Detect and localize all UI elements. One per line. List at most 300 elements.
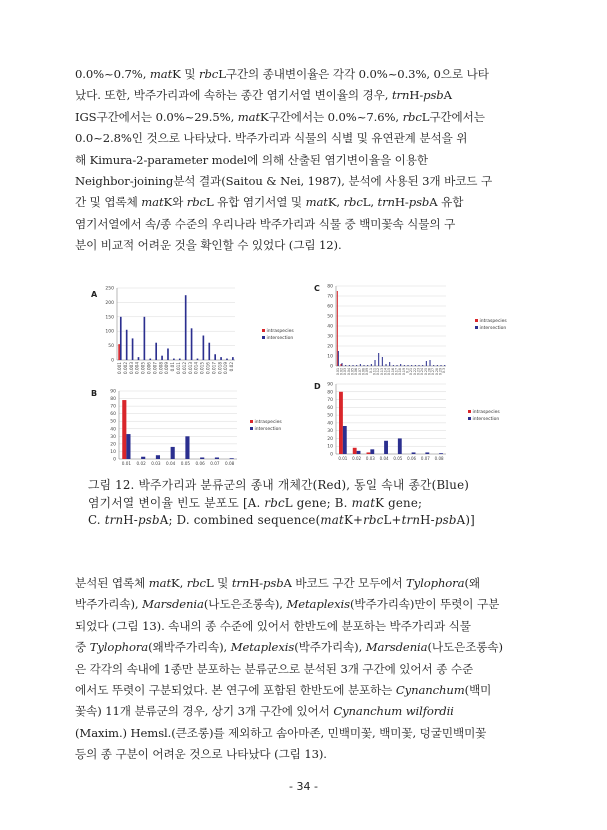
italic-term: Cynanchum xyxy=(395,683,465,698)
legend-label: intersection xyxy=(472,417,500,422)
text-run: 염기서열에서 속/종 수준의 우리나라 박주가리과 식물 중 백미꽃속 식물의 구 xyxy=(75,216,456,231)
x-tick-label: 0.11 xyxy=(372,368,377,376)
bar-intraspecies xyxy=(122,400,126,459)
x-tick-label: 0.14 xyxy=(383,368,388,376)
y-tick-label: 80 xyxy=(110,397,116,403)
legend-swatch xyxy=(475,326,478,329)
text-line xyxy=(75,128,535,149)
text-line xyxy=(88,495,528,513)
italic-term: rbc xyxy=(343,195,363,210)
x-tick-label: 0.08 xyxy=(361,368,366,376)
italic-term: rbc xyxy=(363,513,384,527)
bar-intersection xyxy=(397,365,398,366)
text-line xyxy=(75,573,535,594)
italic-term: Tylophora xyxy=(406,576,465,590)
italic-term: rbc xyxy=(186,195,206,210)
x-tick-label: 0.03 xyxy=(151,461,161,466)
x-tick-label: 0.06 xyxy=(354,368,359,376)
x-tick-label: 0.009 xyxy=(164,362,170,374)
bar-intersection xyxy=(437,365,438,366)
x-tick-label: 0.28 xyxy=(434,368,439,376)
x-tick-label: 0.29 xyxy=(438,368,443,376)
y-tick-label: 80 xyxy=(327,390,333,396)
x-tick-label: 0.2 xyxy=(405,368,410,374)
x-tick-label: 0.012 xyxy=(181,362,187,374)
bar-intersection xyxy=(144,317,146,360)
x-tick-label: 0.003 xyxy=(128,362,134,374)
x-tick-label: 0.05 xyxy=(393,456,403,461)
bar-intersection xyxy=(132,338,134,360)
y-tick-label: 60 xyxy=(327,304,333,310)
legend-swatch xyxy=(468,410,471,413)
bar-intersection xyxy=(208,343,210,360)
text-line xyxy=(88,477,528,495)
legend-swatch xyxy=(262,336,265,339)
text-line xyxy=(75,744,535,765)
x-tick-label: 0.01 xyxy=(121,461,132,466)
text-run: L gene; B. xyxy=(284,495,352,510)
x-tick-label: 0.24 xyxy=(420,368,425,376)
bar-intersection xyxy=(441,365,442,366)
bar-intraspecies xyxy=(340,364,341,366)
figure-caption xyxy=(88,477,528,530)
bar-intersection xyxy=(425,452,429,454)
x-tick-label: 0.008 xyxy=(158,362,164,374)
y-tick-label: 20 xyxy=(327,344,333,350)
y-tick-label: 0 xyxy=(330,452,333,458)
text-line xyxy=(75,214,535,235)
text-line xyxy=(75,637,535,658)
italic-term: mat xyxy=(237,109,261,124)
italic-term: rbc xyxy=(402,109,422,124)
y-tick-label: 10 xyxy=(110,449,116,455)
y-tick-label: 70 xyxy=(327,398,333,404)
italic-term: Marsdenia xyxy=(365,640,428,655)
x-tick-label: 0.016 xyxy=(205,362,211,374)
x-tick-label: 0.27 xyxy=(431,368,436,376)
chart-panel-d xyxy=(310,378,525,468)
chart-panel-a xyxy=(85,280,305,385)
text-run: (나도은조롱속), xyxy=(203,597,287,612)
bar-intersection xyxy=(338,351,339,366)
y-tick-label: 60 xyxy=(327,405,333,411)
italic-term: rbc xyxy=(264,495,285,510)
bar-intersection xyxy=(173,359,175,360)
x-tick-label: 0.019 xyxy=(223,362,229,374)
bar-intersection xyxy=(345,365,346,366)
y-tick-label: 90 xyxy=(327,382,333,388)
y-tick-label: 40 xyxy=(327,324,333,330)
y-tick-label: 0 xyxy=(330,364,333,370)
bar-intersection xyxy=(203,336,205,360)
legend-label: intersection xyxy=(479,326,507,331)
legend-label: intraspecies xyxy=(266,329,294,334)
y-tick-label: 0 xyxy=(111,358,114,364)
x-tick-label: 0.011 xyxy=(175,362,181,374)
chart-panel-b xyxy=(85,385,305,470)
x-tick-label: 0.013 xyxy=(187,362,193,374)
bar-intersection xyxy=(426,361,427,366)
text-run: K, xyxy=(171,576,187,590)
text-line xyxy=(75,659,535,680)
x-tick-label: 0.005 xyxy=(140,362,146,374)
bar-intraspecies xyxy=(339,392,343,454)
panel-label-c: C xyxy=(314,284,320,293)
y-tick-label: 40 xyxy=(327,421,333,427)
y-tick-label: 80 xyxy=(327,284,333,290)
bar-intersection xyxy=(422,365,423,366)
x-tick-label: 0.17 xyxy=(394,368,399,376)
y-tick-label: 30 xyxy=(327,429,333,435)
bar-intersection xyxy=(200,457,204,459)
italic-term: mat xyxy=(305,195,328,210)
text-run: L 유합 염기서열 및 xyxy=(205,195,306,210)
bar-intersection xyxy=(384,441,388,454)
text-run: A 유합 xyxy=(429,195,464,210)
bar-intersection xyxy=(342,363,343,366)
bar-intersection xyxy=(404,365,405,366)
bar-intersection xyxy=(167,348,169,360)
bar-intersection xyxy=(398,438,402,454)
bar-intersection xyxy=(412,452,416,454)
italic-term: Metaplexis xyxy=(286,597,350,612)
text-run: 에서도 뚜렷이 구분되었다. 본 연구에 포함된 한반도에 분포하는 xyxy=(75,683,396,698)
bar-intersection xyxy=(370,449,374,454)
text-run: 0.0~2.8%인 것으로 나타났다. 박주가리과 식물의 식별 및 유연관계 분석을 위 xyxy=(75,131,468,146)
bar-intersection xyxy=(220,357,222,360)
bar-intersection xyxy=(433,365,434,366)
bar-intraspecies xyxy=(337,291,338,366)
chart-c xyxy=(310,280,525,380)
y-tick-label: 150 xyxy=(105,315,114,321)
y-tick-label: 0 xyxy=(113,457,116,463)
x-tick-label: 0.21 xyxy=(409,368,414,376)
text-run: H- xyxy=(394,195,409,210)
bar-intersection xyxy=(364,365,365,366)
text-line xyxy=(75,594,535,615)
italic-term: mat xyxy=(148,576,172,590)
y-tick-label: 10 xyxy=(327,354,333,360)
y-tick-label: 30 xyxy=(110,434,116,440)
bar-intersection xyxy=(171,447,175,459)
x-tick-label: 0.02 xyxy=(229,362,235,372)
y-tick-label: 70 xyxy=(110,404,116,410)
x-tick-label: 0.26 xyxy=(427,368,432,376)
bar-intersection xyxy=(357,451,361,454)
bar-intersection xyxy=(375,360,376,366)
bar-intersection xyxy=(191,328,193,360)
x-tick-label: 0.18 xyxy=(398,368,403,376)
text-run: 등의 종 구분이 어려운 것으로 나타났다 (그림 13). xyxy=(75,747,327,762)
bar-intersection xyxy=(393,365,394,366)
italic-term: Metaplexis xyxy=(230,640,295,655)
bar-intersection xyxy=(439,453,443,454)
y-tick-label: 30 xyxy=(327,334,333,340)
text-run: Neighbor-joining분석 결과(Saitou & Nei, 1987), 분석에 사용된 3개 바코드 구 xyxy=(75,174,493,189)
x-tick-label: 0.06 xyxy=(407,456,417,461)
bar-intersection xyxy=(179,359,181,360)
x-tick-label: 0.001 xyxy=(116,362,122,374)
text-run: 은 각각의 속내에 1종만 분포하는 분류군으로 분석된 3개 구간에 있어서 종 수준 xyxy=(75,661,474,676)
italic-term: Marsdenia xyxy=(142,597,204,612)
text-run: (박주가리속), xyxy=(294,640,366,655)
italic-term: trn xyxy=(391,88,410,103)
x-tick-label: 0.07 xyxy=(210,461,220,466)
text-run: (백미 xyxy=(464,683,492,698)
figure-12 xyxy=(85,280,525,470)
y-tick-label: 90 xyxy=(110,389,116,395)
text-run: 났다. 또한, 박주가리과에 속하는 종간 염기서열 변이율의 경우, xyxy=(75,88,392,103)
x-tick-label: 0.1 xyxy=(368,368,373,374)
y-tick-label: 40 xyxy=(110,427,116,433)
chart-d xyxy=(310,378,525,468)
bar-intersection xyxy=(400,364,401,366)
chart-panel-c xyxy=(310,280,525,380)
italic-term: mat xyxy=(149,67,173,81)
italic-term: trn xyxy=(401,513,421,527)
legend-label: intraspecies xyxy=(479,319,507,324)
y-tick-label: 20 xyxy=(327,436,333,442)
text-run: K 및 xyxy=(172,67,200,81)
bar-intersection xyxy=(367,365,368,366)
bar-intersection xyxy=(138,357,140,360)
panel-label-a: A xyxy=(91,290,98,299)
text-run: H- xyxy=(409,88,424,103)
x-tick-label: 0.09 xyxy=(365,368,370,376)
bar-intersection xyxy=(378,353,379,366)
bar-intersection xyxy=(232,357,234,360)
italic-term: rbc xyxy=(199,67,219,81)
x-tick-label: 0.02 xyxy=(339,368,344,376)
text-run: (나도은조롱속) xyxy=(427,640,503,655)
x-tick-label: 0.01 xyxy=(170,362,176,372)
text-run: 해 Kimura-2-parameter model에 의해 산출된 염기변이율을 이용한 xyxy=(75,152,428,167)
bar-intersection xyxy=(214,354,216,360)
x-tick-label: 0.01 xyxy=(338,456,348,461)
bar-intersection xyxy=(360,364,361,366)
bar-intersection xyxy=(356,365,357,366)
y-tick-label: 10 xyxy=(327,444,333,450)
text-run: IGS구간에서는 0.0%~29.5%, xyxy=(75,109,238,124)
text-run: 꽃속) 11개 분류군의 경우, 상기 3개 구간에 있어서 xyxy=(75,704,334,719)
bar-intersection xyxy=(353,365,354,366)
legend-swatch xyxy=(250,420,253,423)
chart-a xyxy=(85,280,305,385)
x-tick-label: 0.19 xyxy=(401,368,406,376)
italic-term: Cynanchum wilfordii xyxy=(333,704,454,719)
x-tick-label: 0.007 xyxy=(152,362,158,374)
text-run: A; D. combined sequence( xyxy=(159,513,321,527)
text-run: (Maxim.) Hemsl.(큰조롱)를 제외하고 솜아마존, 민백미꽃, 백미꽃, 덩굴민백미꽃 xyxy=(75,725,487,740)
bar-intersection xyxy=(386,364,387,366)
text-run: 염기서열 변이율 빈도 분포도 [A. xyxy=(88,495,265,510)
legend-label: intersection xyxy=(266,336,294,341)
italic-term: psb xyxy=(408,195,430,210)
text-line xyxy=(75,85,535,106)
bar-intersection xyxy=(408,365,409,366)
bar-intersection xyxy=(156,455,160,459)
y-tick-label: 60 xyxy=(110,412,116,418)
text-run: C. xyxy=(88,513,105,527)
text-line xyxy=(75,723,535,744)
x-tick-label: 0.002 xyxy=(122,362,128,374)
text-run: K, xyxy=(327,195,344,210)
x-tick-label: 0.15 xyxy=(387,368,392,376)
bar-intersection xyxy=(382,357,383,366)
italic-term: psb xyxy=(137,513,160,527)
text-line xyxy=(75,680,535,701)
bar-intraspecies xyxy=(367,452,371,454)
x-tick-label: 0.23 xyxy=(416,368,421,376)
legend-swatch xyxy=(250,427,253,430)
x-tick-label: 0.16 xyxy=(390,368,395,376)
x-tick-label: 0.006 xyxy=(146,362,152,374)
text-run: 그림 12. 박주가리과 분류군의 종내 개체간(Red), 동일 속내 종간(Blue) xyxy=(88,478,470,492)
bar-intersection xyxy=(161,356,163,360)
italic-term: psb xyxy=(263,576,284,590)
text-line xyxy=(75,235,535,256)
bar-intersection xyxy=(226,359,228,360)
y-tick-label: 20 xyxy=(110,442,116,448)
text-run: (왜박주가리속), xyxy=(148,640,231,655)
text-run: L 및 xyxy=(205,576,232,590)
x-tick-label: 0.018 xyxy=(217,362,223,374)
legend-swatch xyxy=(262,329,265,332)
x-tick-label: 0.05 xyxy=(180,461,191,466)
text-run: A)] xyxy=(456,513,475,527)
text-run: H- xyxy=(123,513,138,527)
text-run: H- xyxy=(420,513,435,527)
panel-label-d: D xyxy=(314,382,321,391)
bar-intersection xyxy=(149,359,151,360)
x-tick-label: 0.04 xyxy=(346,368,351,376)
bar-intersection xyxy=(415,365,416,366)
x-tick-label: 0.07 xyxy=(420,456,430,461)
italic-term: mat xyxy=(320,513,344,527)
bar-intersection xyxy=(430,360,431,366)
text-line xyxy=(75,701,535,722)
x-tick-label: 0.3 xyxy=(442,368,447,374)
body-paragraph-2 xyxy=(75,573,535,766)
bar-intersection xyxy=(411,365,412,366)
italic-term: trn xyxy=(377,195,395,210)
text-run: L, xyxy=(362,195,378,210)
text-run: L구간의 종내변이율은 각각 0.0%~0.3%, 0으로 나타 xyxy=(218,67,489,81)
italic-term: mat xyxy=(141,195,164,210)
x-tick-label: 0.05 xyxy=(350,368,355,376)
text-line xyxy=(88,512,528,530)
y-tick-label: 50 xyxy=(110,419,116,425)
text-run: K구간에서는 0.0%~7.6%, xyxy=(260,109,403,124)
text-line xyxy=(75,192,535,213)
y-tick-label: 70 xyxy=(327,294,333,300)
chart-b xyxy=(85,385,305,470)
x-tick-label: 0.04 xyxy=(379,456,389,461)
text-line xyxy=(75,64,535,85)
text-run: 분이 비교적 어려운 것을 확인할 수 있었다 (그림 12). xyxy=(75,238,342,253)
x-tick-label: 0.07 xyxy=(357,368,362,376)
text-run: 0.0%~0.7%, xyxy=(75,67,150,81)
text-run: 분석된 엽록체 xyxy=(75,576,149,590)
bar-intersection xyxy=(389,362,390,366)
italic-term: mat xyxy=(351,495,376,510)
y-tick-label: 50 xyxy=(327,413,333,419)
x-tick-label: 0.08 xyxy=(434,456,444,461)
bar-intersection xyxy=(120,317,122,360)
bar-intersection xyxy=(349,365,350,366)
legend-swatch xyxy=(475,319,478,322)
x-tick-label: 0.02 xyxy=(136,461,146,466)
x-tick-label: 0.04 xyxy=(165,461,176,466)
text-line xyxy=(75,616,535,637)
x-tick-label: 0.06 xyxy=(195,461,205,466)
legend-label: intraspecies xyxy=(254,420,282,425)
legend-label: intraspecies xyxy=(472,410,500,415)
bar-intersection xyxy=(185,436,189,459)
panel-label-b: B xyxy=(91,389,98,398)
x-tick-label: 0.25 xyxy=(423,368,428,376)
bar-intersection xyxy=(126,434,130,459)
italic-term: rbc xyxy=(186,576,206,590)
italic-term: trn xyxy=(104,513,124,527)
page-number: - 34 - xyxy=(289,780,318,793)
text-run: (박주가리속)만이 뚜렷이 구분 xyxy=(349,597,500,612)
text-run: A 바코드 구간 모두에서 xyxy=(283,576,407,590)
bar-intersection xyxy=(141,457,145,459)
body-paragraph-1 xyxy=(75,64,535,257)
text-run: (왜 xyxy=(464,576,480,590)
italic-term: Tylophora xyxy=(89,640,149,655)
legend-swatch xyxy=(468,417,471,420)
text-run: 간 및 엽록체 xyxy=(75,195,142,210)
x-tick-label: 0.08 xyxy=(224,461,235,466)
italic-term: psb xyxy=(423,88,444,103)
bar-intersection xyxy=(155,343,157,360)
x-tick-label: 0.12 xyxy=(376,368,381,376)
y-tick-label: 100 xyxy=(105,329,114,335)
text-line xyxy=(75,150,535,171)
y-tick-label: 200 xyxy=(105,300,114,306)
text-run: H- xyxy=(249,576,264,590)
text-run: 박주가리속), xyxy=(75,597,143,612)
text-run: K와 xyxy=(163,195,187,210)
italic-term: trn xyxy=(231,576,250,590)
y-tick-label: 250 xyxy=(105,286,114,292)
x-tick-label: 0.017 xyxy=(211,362,217,374)
bar-intersection xyxy=(343,426,347,454)
bar-intersection xyxy=(371,364,372,366)
text-line xyxy=(75,171,535,192)
x-tick-label: 0.01 xyxy=(335,368,340,376)
x-tick-label: 0.13 xyxy=(379,368,384,376)
x-tick-label: 0.03 xyxy=(365,456,375,461)
bar-intersection xyxy=(185,295,187,360)
text-run: A xyxy=(443,88,452,103)
text-line xyxy=(75,107,535,128)
text-run: L구간에서는 xyxy=(421,109,485,124)
bar-intersection xyxy=(444,365,445,366)
x-tick-label: 0.015 xyxy=(199,362,205,374)
text-run: 중 xyxy=(75,640,90,655)
bar-intraspecies xyxy=(353,448,357,454)
x-tick-label: 0.02 xyxy=(352,456,362,461)
italic-term: psb xyxy=(434,513,457,527)
text-run: L+ xyxy=(383,513,402,527)
bar-intraspecies xyxy=(118,344,120,360)
bar-intersection xyxy=(230,458,234,459)
x-tick-label: 0.22 xyxy=(412,368,417,376)
bar-intersection xyxy=(419,365,420,366)
